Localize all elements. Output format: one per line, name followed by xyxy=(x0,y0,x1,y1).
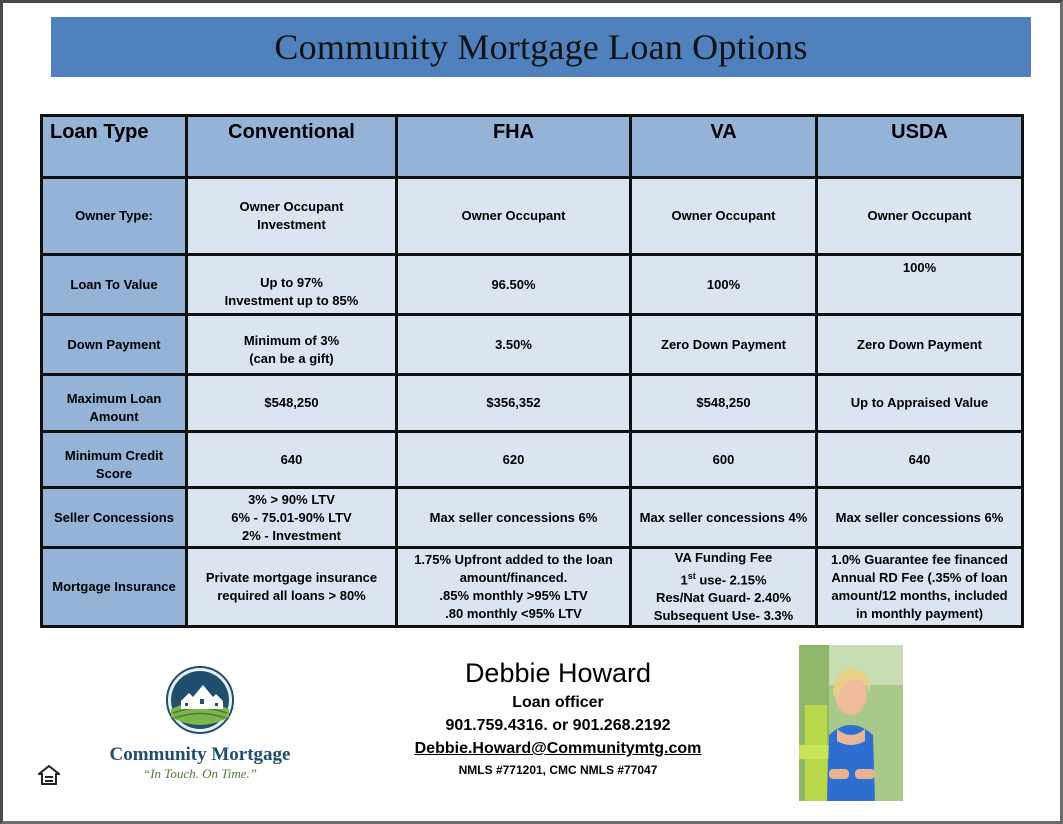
table-cell: $356,352 xyxy=(397,375,631,432)
row-label: Maximum Loan Amount xyxy=(42,375,187,432)
table-cell: Minimum of 3% (can be a gift) xyxy=(187,315,397,375)
header-va: VA xyxy=(631,116,817,178)
table-row xyxy=(42,178,1023,255)
contact-block xyxy=(400,655,716,780)
table-cell: Zero Down Payment xyxy=(631,315,817,375)
table-cell: 640 xyxy=(817,432,1023,488)
table-cell: VA Funding Fee 1st use- 2.15% Res/Nat Guard- 2.40% Subsequent Use- 3.3% xyxy=(631,548,817,627)
table-cell: 100% xyxy=(631,255,817,315)
row-label: Loan To Value xyxy=(42,255,187,315)
header-conventional: Conventional xyxy=(187,116,397,178)
table-cell: 620 xyxy=(397,432,631,488)
contact-phone: 901.759.4316. or 901.268.2192 xyxy=(445,717,671,734)
table-row xyxy=(42,488,1023,548)
table-cell: Owner Occupant Investment xyxy=(187,178,397,255)
page-title: Community Mortgage Loan Options xyxy=(274,27,808,67)
table-row xyxy=(42,375,1023,432)
table-row xyxy=(42,315,1023,375)
header-fha: FHA xyxy=(397,116,631,178)
table-row xyxy=(42,432,1023,488)
contact-email-link[interactable]: Debbie.Howard@Communitymtg.com xyxy=(414,740,702,757)
table-cell: 96.50% xyxy=(397,255,631,315)
row-label: Minimum Credit Score xyxy=(42,432,187,488)
header-usda: USDA xyxy=(817,116,1023,178)
portrait-photo xyxy=(799,645,903,801)
table-cell: $548,250 xyxy=(187,375,397,432)
table-cell: Owner Occupant xyxy=(397,178,631,255)
table-cell: 640 xyxy=(187,432,397,488)
house-logo-icon xyxy=(165,665,235,735)
table-row xyxy=(42,255,1023,315)
loan-options-table xyxy=(40,114,1024,628)
table-cell: 3.50% xyxy=(397,315,631,375)
row-label: Mortgage Insurance xyxy=(42,548,187,627)
contact-name: Debbie Howard xyxy=(464,658,652,688)
table-cell: 1.75% Upfront added to the loan amount/financed. .85% monthly >95% LTV .80 monthly <95% LTV xyxy=(397,548,631,627)
row-label: Down Payment xyxy=(42,315,187,375)
row-label: Seller Concessions xyxy=(42,488,187,548)
header-loan-type: Loan Type xyxy=(42,116,187,178)
row-label: Owner Type: xyxy=(42,178,187,255)
table-cell: Owner Occupant xyxy=(817,178,1023,255)
table-cell: 3% > 90% LTV 6% - 75.01-90% LTV 2% - Investment xyxy=(187,488,397,548)
table-row xyxy=(42,548,1023,627)
table-cell: Up to 97% Investment up to 85% xyxy=(187,255,397,315)
table-cell: Zero Down Payment xyxy=(817,315,1023,375)
title-banner xyxy=(51,17,1031,77)
table-cell: Max seller concessions 6% xyxy=(817,488,1023,548)
table-cell: Up to Appraised Value xyxy=(817,375,1023,432)
portrait-photo-image xyxy=(799,645,903,801)
contact-nmls: NMLS #771201, CMC NMLS #77047 xyxy=(458,763,658,777)
table-cell: Max seller concessions 4% xyxy=(631,488,817,548)
company-logo xyxy=(100,665,300,785)
logo-tagline: “In Touch. On Time.” xyxy=(142,766,258,781)
table-header-row xyxy=(42,116,1023,178)
equal-housing-badge xyxy=(38,765,60,795)
contact-role: Loan officer xyxy=(512,694,604,711)
table-cell: 600 xyxy=(631,432,817,488)
logo-name: Community Mortgage xyxy=(109,744,291,765)
table-cell: 100% xyxy=(817,255,1023,315)
table-cell: Private mortgage insurance required all loans > 80% xyxy=(187,548,397,627)
table-cell: Max seller concessions 6% xyxy=(397,488,631,548)
table-cell: 1.0% Guarantee fee financed Annual RD Fee (.35% of loan amount/12 months, included in monthly payment) xyxy=(817,548,1023,627)
table-cell: $548,250 xyxy=(631,375,817,432)
equal-housing-icon xyxy=(38,765,60,785)
table-cell: Owner Occupant xyxy=(631,178,817,255)
